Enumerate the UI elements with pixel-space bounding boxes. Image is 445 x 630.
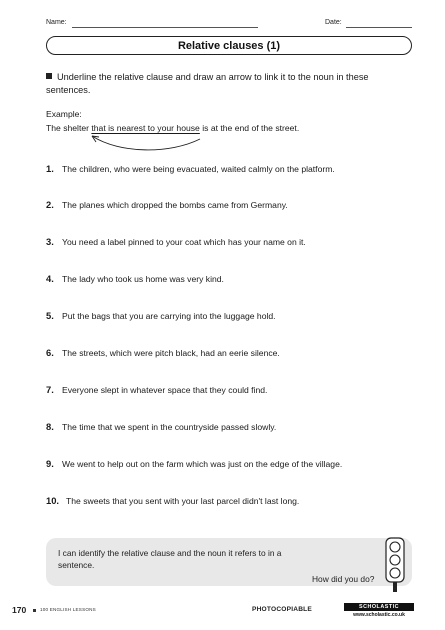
question-text: The time that we spent in the countryside passed slowly. bbox=[62, 422, 277, 432]
question-text: The streets, which were pitch black, had an eerie silence. bbox=[62, 348, 280, 358]
question-text: The sweets that you sent with your last parcel didn't last long. bbox=[66, 496, 300, 506]
question-number: 1. bbox=[46, 163, 54, 174]
question-number: 3. bbox=[46, 236, 54, 247]
question-8 bbox=[46, 421, 426, 432]
question-1 bbox=[46, 163, 426, 174]
question-number: 9. bbox=[46, 458, 54, 469]
question-text: The planes which dropped the bombs came from Germany. bbox=[62, 200, 288, 210]
question-number: 2. bbox=[46, 199, 54, 210]
example-label: Example: bbox=[46, 109, 82, 119]
question-2 bbox=[46, 199, 426, 210]
example-arrow-icon bbox=[90, 130, 240, 154]
date-label: Date: bbox=[325, 19, 342, 26]
self-assessment-question: How did you do? bbox=[312, 574, 375, 584]
example-before: The shelter bbox=[46, 123, 92, 133]
traffic-light-icon[interactable] bbox=[383, 537, 407, 593]
question-text: We went to help out on the farm which was just on the edge of the village. bbox=[62, 459, 343, 469]
question-text: The children, who were being evacuated, waited calmly on the platform. bbox=[62, 164, 335, 174]
square-bullet-icon bbox=[46, 73, 52, 79]
question-number: 5. bbox=[46, 310, 54, 321]
question-text: The lady who took us home was very kind. bbox=[62, 274, 224, 284]
question-number: 7. bbox=[46, 384, 54, 395]
self-assessment-statement: I can identify the relative clause and the noun it refers to in a sentence. bbox=[58, 548, 282, 570]
example-after: is at the end of the street. bbox=[199, 123, 300, 133]
brand-logo: SCHOLASTIC bbox=[344, 603, 414, 611]
separator-square-icon bbox=[33, 609, 36, 612]
publisher-url[interactable]: www.scholastic.co.uk bbox=[353, 612, 405, 618]
question-text: You need a label pinned to your coat which has your name on it. bbox=[62, 237, 306, 247]
photocopiable-label: PHOTOCOPIABLE bbox=[252, 606, 312, 613]
question-10 bbox=[46, 495, 426, 506]
question-3 bbox=[46, 236, 426, 247]
name-field[interactable] bbox=[72, 27, 258, 28]
question-number: 8. bbox=[46, 421, 54, 432]
question-5 bbox=[46, 310, 426, 321]
question-text: Put the bags that you are carrying into the luggage hold. bbox=[62, 311, 276, 321]
date-field[interactable] bbox=[346, 27, 412, 28]
question-number: 4. bbox=[46, 273, 54, 284]
question-number: 10. bbox=[46, 495, 60, 506]
book-title: 100 ENGLISH LESSONS bbox=[40, 607, 96, 612]
question-6 bbox=[46, 347, 426, 358]
page-title: Relative clauses (1) bbox=[177, 39, 281, 52]
instruction-text: Underline the relative clause and draw an arrow to link it to the noun in these sentences. bbox=[46, 72, 369, 95]
question-9 bbox=[46, 458, 426, 469]
question-text: Everyone slept in whatever space that they could find. bbox=[62, 385, 268, 395]
question-7 bbox=[46, 384, 426, 395]
page-number: 170 bbox=[12, 605, 27, 615]
name-label: Name: bbox=[46, 19, 67, 26]
title-box bbox=[46, 36, 412, 55]
example-clause: that is nearest to your house bbox=[91, 123, 200, 133]
question-number: 6. bbox=[46, 347, 54, 358]
question-4 bbox=[46, 273, 426, 284]
instruction bbox=[46, 71, 406, 97]
